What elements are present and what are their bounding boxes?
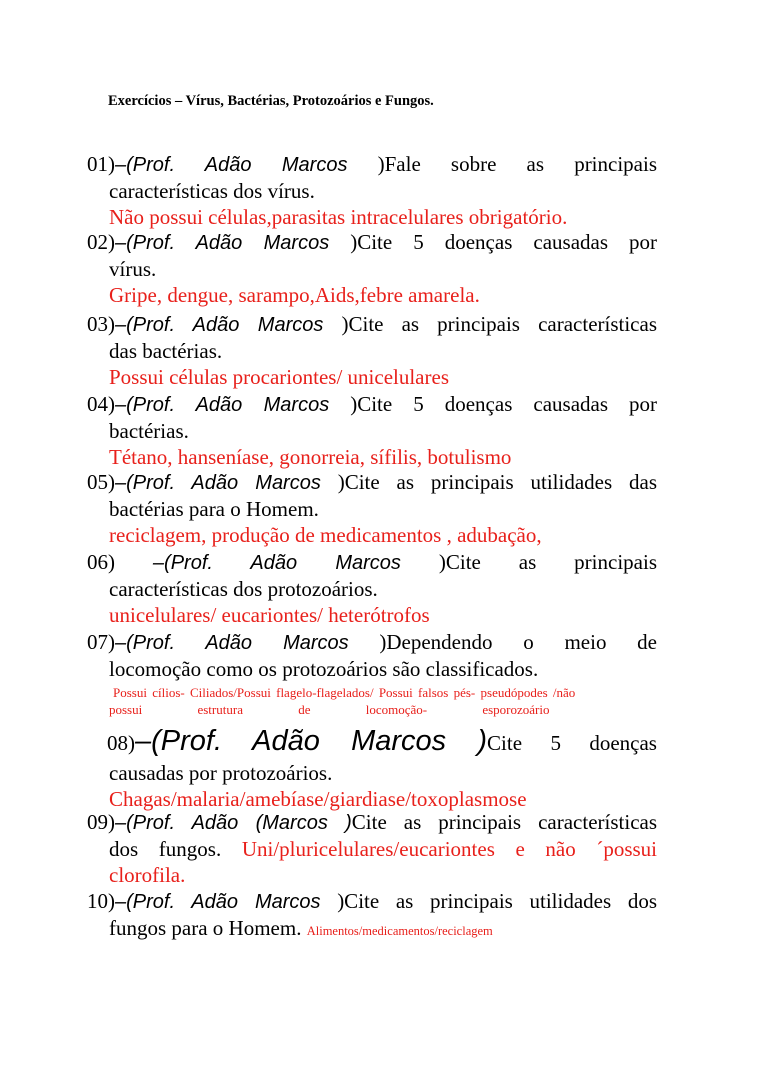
question-text: características dos vírus. [109, 179, 315, 203]
question-text: bactérias. [109, 419, 189, 443]
question-text: causadas por protozoários. [109, 761, 333, 785]
question-text: )Dependendo o meio de [379, 630, 658, 654]
author-credit: –(Prof. Adão Marcos [115, 472, 321, 494]
question-text: )Cite as principais [438, 550, 657, 574]
question-number: 06) [87, 550, 115, 574]
question-09 [87, 809, 657, 888]
question-03 [87, 311, 657, 390]
question-number: 10) [87, 889, 115, 913]
question-text: das bactérias. [109, 339, 223, 363]
question-text: vírus. [109, 257, 157, 281]
question-06 [87, 549, 657, 628]
question-10 [87, 888, 657, 944]
question-text: locomoção como os protozoários são classificados. [109, 657, 539, 681]
question-text: Cite 5 doenças [487, 731, 657, 755]
author-credit: –(Prof. Adão Marcos ) [135, 725, 488, 757]
question-number: 09) [87, 810, 115, 834]
author-credit: –(Prof. Adão Marcos [115, 314, 324, 336]
answer-text: Gripe, dengue, sarampo,Aids,febre amarela. [109, 283, 480, 307]
question-number: 08) [107, 731, 135, 755]
question-02 [87, 229, 657, 308]
question-text: )Cite as principais características [341, 312, 657, 336]
answer-text: possui estrutura de locomoção- esporozoário [109, 702, 550, 717]
question-number: 01) [87, 152, 115, 176]
question-number: 02) [87, 230, 115, 254]
question-text: dos fungos. [109, 837, 222, 861]
author-credit: –(Prof. Adão (Marcos ) [115, 812, 352, 834]
question-07 [87, 629, 657, 718]
question-05 [87, 469, 657, 548]
question-text: )Fale sobre as principais [377, 152, 658, 176]
question-number: 05) [87, 470, 115, 494]
answer-text: unicelulares/ eucariontes/ heterótrofos [109, 603, 430, 627]
question-number: 04) [87, 392, 115, 416]
question-number: 07) [87, 630, 115, 654]
question-01 [87, 151, 657, 230]
author-credit: –(Prof. Adão Marcos [115, 632, 349, 654]
answer-text: clorofila. [109, 863, 186, 887]
author-credit: –(Prof. Adão Marcos [115, 891, 321, 913]
answer-text: Uni/pluricelulares/eucariontes e não ´possui [241, 837, 658, 861]
answer-text: Chagas/malaria/amebíase/giardiase/toxoplasmose [109, 787, 527, 811]
answer-text: Não possui células,parasitas intracelulares obrigatório. [109, 205, 568, 229]
question-number: 03) [87, 312, 115, 336]
answer-text: Possui células procariontes/ unicelulares [109, 365, 449, 389]
question-text: )Cite as principais utilidades dos [337, 889, 657, 913]
question-04 [87, 391, 657, 470]
question-text: )Cite 5 doenças causadas por [350, 230, 658, 254]
author-credit: –(Prof. Adão Marcos [115, 154, 348, 176]
author-credit: –(Prof. Adão Marcos [152, 552, 401, 574]
page-title: Exercícios – Vírus, Bactérias, Protozoários e Fungos. [108, 93, 434, 109]
answer-text: Alimentos/medicamentos/reciclagem [306, 924, 493, 938]
question-text: Cite as principais características [351, 810, 658, 834]
question-text: características dos protozoários. [109, 577, 378, 601]
question-08 [87, 724, 657, 812]
answer-text: reciclagem, produção de medicamentos , adubação, [109, 523, 542, 547]
answer-text: Possui cílios- Ciliados/Possui flagelo-flagelados/ Possui falsos pés- pseudópodes /não [113, 685, 576, 700]
question-text: )Cite 5 doenças causadas por [350, 392, 658, 416]
author-credit: –(Prof. Adão Marcos [115, 394, 330, 416]
question-text: )Cite as principais utilidades das [337, 470, 657, 494]
question-text: fungos para o Homem. [109, 916, 302, 940]
question-text: bactérias para o Homem. [109, 497, 319, 521]
author-credit: –(Prof. Adão Marcos [115, 232, 330, 254]
answer-text: Tétano, hanseníase, gonorreia, sífilis, botulismo [109, 445, 512, 469]
